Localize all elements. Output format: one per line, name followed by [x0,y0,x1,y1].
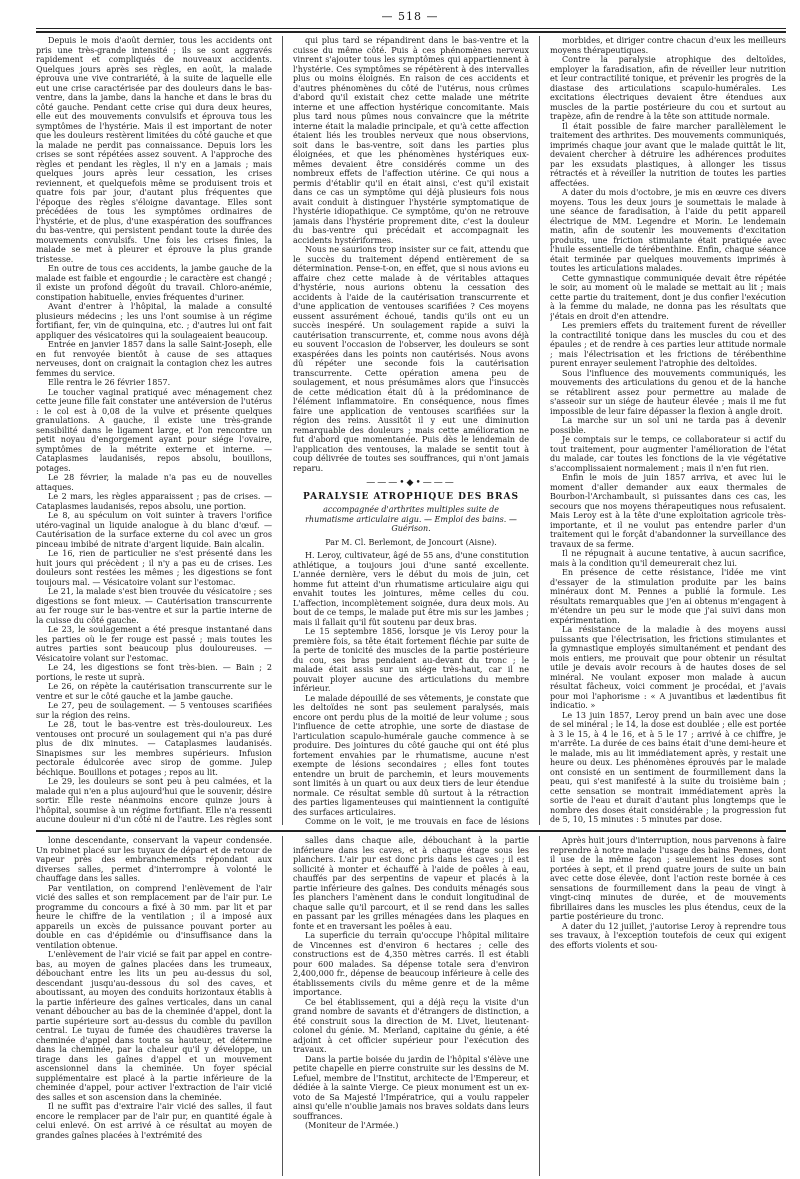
paragraph: Je comptais sur le temps, ce collaborateur si actif du tout traitement, pour augmenter l'amélioration de l'état du malade, car toutes les fonctions de la vie végétative s'accomplissaient normalement ; mais il n'en fut rien. [550,435,786,473]
upper-column-1 [36,36,272,825]
column-divider [282,836,283,1176]
paragraph: Les premiers effets du traitement furent de réveiller la contractilité tonique dans les muscles du cou et des épaules ; et de rendre à ces parties leur attitude normale ; mais l'électrisation et les frictions de térébenthine purent enrayer seulement l'atrophie des deltoïdes. [550,321,786,368]
paragraph [550,825,786,826]
paragraph: (Moniteur de l'Armée.) [305,1121,399,1130]
paragraph: Il ne suffit pas d'extraire l'air vicié des salles, il faut encore le remplacer par de l'air pur, en quantité égale à celui enlevé. On est arrivé à ce résultat au moyen de grandes gaînes placées à l'extrémité des [36,1102,272,1140]
header-rule-thick [36,31,786,33]
upper-section [36,36,786,825]
paragraph: Par ventilation, on comprend l'enlèvement de l'air vicié des salles et son remplacement par de l'air pur. Le programme du concours a fixé à 30 mm. par lit et par heure le chiffre de la ventilation ; il a imposé aux appareils un excès de puissance pouvant porter au double en cas d'épidémie ou d'insuffisance dans la ventilation obtenue. [36,883,272,950]
paragraph: Le 29, les douleurs se sont peu à peu calmées, et la malade qui n'en a plus aujourd'hui que le souvenir, désire sortir. Elle reste néanmoins encore quinze jours à l'hôpital, soumise à un régime fortifiant. Elle n'a ressenti aucune douleur ni d'un côté ni de l'autre. Les règles sont [36,777,272,824]
paragraph: Le toucher vaginal pratiqué avec ménagement chez cette jeune fille fait constater une antéversion de l'utérus : le col est à 0,08 de la vulve et présente quelques granulations. A gauche, il existe une très-grande sensibilité dans le ligament large, et l'on rencontre un petit noyau d'engorgement ayant pour siége l'ovaire, symptômes de la métrite externe et interne. — Cataplasmes laudanisés, repos absolu, bouillons, potages. [36,387,272,473]
paragraph: La résistance de la maladie à des moyens aussi puissants que l'électrisation, les frictions stimulantes et la gymnastique employés simultanément et pendant des mois entiers, me prouvait que pour obtenir un résultat utile je devais avoir recours à de hautes doses de sel minéral. Ne voulant exposer mon malade à aucun résultat fâcheux, voici comment je procédai, et j'avais pour moi l'aphorisme : « A juvantibus et lædentibus fit indicatio. » [550,625,786,710]
paragraph: qui plus tard se répandirent dans le bas-ventre et la cuisse du même côté. Puis à ces phénomènes nerveux vinrent s'ajouter tous les symptômes qui appartiennent à l'hystérie. Ces symptômes se répétèrent à des intervalles plus ou moins éloignés. En raison de ces accidents et d'autres phénomènes du côté de l'utérus, nous crûmes d'abord qu'il existait chez cette malade une métrite interne et une affection hystérique concomitante. Mais plus tard nous pûmes nous convaincre que la métrite interne était la maladie principale, et qu'à cette affection étaient liés les troubles nerveux que nous observions, soit dans le bas-ventre, soit dans les parties plus éloignées, et que les phénomènes hystériques eux-mêmes devaient être considérés comme un des nombreux effets de l'affection utérine. Ce qui nous a permis d'établir qu'il en était ainsi, c'est qu'il existait dans ce cas un symptôme qui déjà plusieurs fois nous avait conduit à distinguer l'hystérie symptomatique de l'hystérie idiopathique. Ce symptôme, qu'on ne retrouve jamais dans l'hystérie proprement dite, c'est la douleur du bas-ventre qui précédait et accompagnait les accidents hystériformes. [293,36,529,245]
article-title: PARALYSIE ATROPHIQUE DES BRAS [303,491,519,502]
paragraph: La marche sur un sol uni ne tarda pas à devenir possible. [550,416,786,435]
paragraph: L'enlèvement de l'air vicié se fait par appel en contre-bas, au moyen de gaînes placées dans les trumeaux, débouchant entre les lits un peu au-dessus du sol, descendant jusqu'au-dessous du sol des caves, et aboutissant, au moyen des conduits horizontaux établis à la partie inférieure des gaînes verticales, dans un canal venant déboucher au bas de la cheminée d'appel, dont la partie supérieure sort au-dessus du comble du pavillon central. Le tuyau de fumée des chaudières traverse la cheminée d'appel dans toute sa hauteur, et détermine dans la cheminée, par la chaleur qu'il y développe, un tirage dans les gaînes d'appel et un mouvement ascensionnel dans la cheminée. Un foyer spécial supplémentaire est placé à la partie inférieure de la cheminée d'appel, pour activer l'extraction de l'air vicié des salles et son ascension dans la cheminée. [36,950,272,1102]
paragraph: Le 28 février, la malade n'a pas eu de nouvelles attaques. [36,473,272,492]
paragraph: Elle rentra le 26 février 1857. [48,378,171,387]
paragraph: Dans la partie boisée du jardin de l'hôpital s'élève une petite chapelle en pierre construite sur les dessins de M. Lefuel, membre de l'Institut, architecte de l'Empereur, et dédiée à la sainte Vierge. Ce pieux monument est un ex-voto de Sa Majesté l'Impératrice, qui a voulu rappeler ainsi qu'elle n'oublie jamais nos braves soldats dans leurs souffrances. [293,1054,529,1121]
paragraph: Le 23, le soulagement a été presque instantané dans les parties où le fer rouge est passé ; mais toutes les autres parties sont beaucoup plus douloureuses. — Vésicatoire volant sur l'estomac. [36,625,272,663]
paragraph: Le 15 septembre 1856, lorsque je vis Leroy pour la première fois, sa tête était fortement fléchie par suite de la perte de tonicité des muscles de la partie postérieure du cou, ses bras pendaient au-devant du tronc ; le malade était assis sur un siége très-haut, car il ne pouvait ployer aucune des articulations du membre inférieur. [293,627,529,693]
lower-column-1 [36,836,272,1176]
paragraph: Nous ne saurions trop insister sur ce fait, attendu que le succès du traitement dépend entièrement de sa détermination. Pense-t-on, en effet, que si nous avions eu affaire chez cette malade à de véritables attaques d'hystérie, nous aurions obtenu la cessation des accidents à l'aide de la cautérisation transcurrente et d'une application de ventouses scarifiées ? Ces moyens eussent assurément échoué, tandis qu'ils ont eu un succès inespéré. Un soulagement rapide a suivi la cautérisation transcurrente, et, comme nous avons déjà eu souvent l'occasion de l'observer, les douleurs se sont exaspérées dans les points non cautérisés. Nous avons dû répéter une seconde fois la cautérisation transcurrente. Cette opération amena peu de soulagement, et nous présumâmes alors que l'insuccès de cette médication était dû à la prédominance de l'élément inflammatoire. En conséquence, nous fîmes faire une application de ventouses scarifiées sur la région des reins. Aussitôt il y eut une diminution remarquable des douleurs ; mais cette amélioration ne fut d'abord que momentanée. Puis dès le lendemain de l'application des ventouses, la malade se sentit tout à coup délivrée de toutes ses souffrances, qui n'ont jamais reparu. [293,245,529,473]
paragraph: Le 13 juin 1857, Leroy prend un bain avec une dose de sel minéral ; le 14, la dose est doublée ; elle est portée à 3 le 15, à 4 le 16, et à 5 le 17 ; arrivé à ce chiffre, je m'arrête. La durée de ces bains était d'une demi-heure et le malade, mis au lit immédiatement après, y restait une heure ou deux. Les phénomènes éprouvés par le malade ont consisté en un sentiment de fourmillement dans la peau, qui s'est manifesté à la suite du troisième bain ; cette sensation se montrait immédiatement après la sortie de l'eau et durait d'autant plus longtemps que le nombre des doses était considérable ; la progression fut de 5, 10, 15 minutes : 5 minutes par dose. [550,710,786,824]
paragraph: Il était possible de faire marcher parallèlement le traitement des arthrites. Des mouvements communiqués, imprimés chaque jour avant que le malade quittât le lit, devaient chercher à détruire les adhérences produites par les exsudats plastiques, à allonger les tissus rétractés et à réveiller la nutrition de toutes les parties affectées. [550,121,786,188]
paragraph: Le 24, les digestions se font très-bien. — Bain ; 2 portions, le reste ut suprà. [36,663,272,682]
paragraph: Le 8, au spéculum on voit suinter à travers l'orifice utéro-vaginal un liquide analogue à du blanc d'œuf. — Cautérisation de la surface externe du col avec un gros pinceau imbibé de nitrate d'argent liquide. Bain alcalin. [36,511,272,549]
paragraph: Le 27, peu de soulagement. — 5 ventouses scarifiées sur la région des reins. [36,701,272,720]
paragraph: En présence de cette résistance, l'idée me vint d'essayer de la stimulation produite par les bains minéraux dont M. Pennes a publié la formule. Les résultats remarquables que j'en ai obtenus m'engagent à m'étendre un peu sur le mode que j'ai suivi dans mon expérimentation. [550,568,786,625]
paragraph: Le 21, la malade s'est bien trouvée du vésicatoire ; ses digestions se font mieux. — Cautérisation transcurrente au fer rouge sur le bas-ventre et sur la partie interne de la cuisse du côté gauche. [36,587,272,625]
paragraph: Enfin le mois de juin 1857 arriva, et avec lui le moment d'aller demander aux eaux thermales de Bourbon-l'Archambault, si puissantes dans ces cas, les secours que nos moyens thérapeutiques nous refusaient. Mais Leroy est à la tête d'une exploitation agricole très-importante, et il ne voulut pas entendre parler d'un traitement qui le forçât d'abandonner la surveillance des travaux de sa ferme. [550,473,786,549]
column-2-article-body [293,551,529,825]
paragraph: Ce bel établissement, qui a déjà reçu la visite d'un grand nombre de savants et d'étrangers de distinction, a été construit sous la direction de M. Livet, lieutenant-colonel du génie. M. Merland, capitaine du génie, a été adjoint à cet officier supérieur pour l'exécution des travaux. [293,997,529,1054]
paragraph: En outre de tous ces accidents, la jambe gauche de la malade est faible et engourdie ; le caractère est changé ; il existe un profond dégoût du travail. Chloro-anémie, constipation habituelle, envies fréquentes d'uriner. [36,264,272,302]
article-separator: ———•◆•——— [366,478,456,488]
paragraph: Il ne répugnait à aucune tentative, à aucun sacrifice, mais à la condition qu'il demeurerait chez lui. [550,549,786,568]
paragraph: Cette gymnastique communiquée devait être répétée le soir, au moment où le malade se mettait au lit ; mais cette partie du traitement, dont je dus confier l'exécution à la femme du malade, ne donna pas les résultats que j'étais en droit d'en attendre. [550,273,786,321]
paragraph: Entrée en janvier 1857 dans la salle Saint-Joseph, elle en fut renvoyée bientôt à cause de ses attaques nerveuses, dont on craignait la contagion chez les autres femmes du service. [36,340,272,378]
paragraph: A dater du 12 juillet, j'autorise Leroy à reprendre tous ses travaux, à l'exception toutefois de ceux qui exigent des efforts violents et sou- [550,921,786,950]
paragraph: Avant d'entrer à l'hôpital, la malade a consulté plusieurs médecins ; les uns l'ont soumise à un régime fortifiant, fer, vin de quinquina, etc. ; d'autres lui ont fait appliquer des vésicatoires qui la soulageaient beaucoup. [36,302,272,340]
paragraph: Sous l'influence des mouvements communiqués, les mouvements des articulations du genou et de la hanche se rétablirent assez pour permettre au malade de s'asseoir sur un siége de hauteur élevée ; mais il me fut impossible de leur faire dépasser la flexion à angle droit. [550,368,786,416]
paragraph: lonne descendante, conservant la vapeur condensée. Un robinet placé sur les tuyaux de départ et de retour de vapeur près des embranchements répondant aux diverses salles, permet d'interrompre à volonté le chauffage dans les salles. [36,836,272,883]
column-divider [282,36,283,825]
article-author: Par M. Cl. Berlemont, de Joncourt (Aisne). [325,537,497,547]
lower-section [36,836,786,1176]
section-rule [36,830,786,832]
paragraph: Après huit jours d'interruption, nous parvenons à faire reprendre à notre malade l'usage des bains Pennes, dont il use de la même façon ; seulement les doses sont portées à sept, et il prend quatre jours de suite un bain avec cette dose élevée, dont l'action reste bornée à ces sensations de fourmillement dans la peau de vingt à vingt-cinq minutes de durée, et de mouvements fibrillaires dans les muscles les plus étendus, ceux de la partie postérieure du tronc. [550,836,786,921]
upper-column-3 [550,36,786,825]
paragraph: Le 26, on répète la cautérisation transcurrente sur le ventre et sur le côté gauche et la jambe gauche. [36,682,272,701]
column-divider [539,836,540,1176]
header-rule [36,28,786,29]
paragraph: morbides, et diriger contre chacun d'eux les meilleurs moyens thérapeutiques. [550,36,786,55]
column-divider [539,36,540,825]
page-number: — 518 — [381,10,439,23]
upper-column-2 [293,36,529,825]
paragraph: La superficie du terrain qu'occupe l'hôpital militaire de Vincennes est d'environ 6 hectares ; celle des constructions est de 4,350 mètres carrés. Il est établi pour 600 malades. Sa dépense totale sera d'environ 2,400,000 fr., dépense de beaucoup inférieure à celle des établissements civils du même genre et de la même importance. [293,931,529,997]
paragraph: Le 28, tout le bas-ventre est très-douloureux. Les ventouses ont procuré un soulagement qui n'a pas duré plus de dix minutes. — Cataplasmes laudanisés. Sinapismes sur les membres supérieurs. Infusion pectorale édulcorée avec sirop de gomme. Julep béchique. Bouillons et potages ; repos au lit. [36,720,272,777]
paragraph: H. Leroy, cultivateur, âgé de 55 ans, d'une constitution athlétique, a toujours joui d'une santé excellente. L'année dernière, vers le début du mois de juin, cet homme fut atteint d'un rhumatisme articulaire aigu qui envahit toutes les jointures, même celles du cou. L'affection, incomplètement soignée, dura deux mois. Au bout de ce temps, le malade put être mis sur les jambes ; mais il fallait qu'il fût soutenu par deux bras. [293,551,529,627]
article-subtitle: accompagnée d'arthrites multiples suite de rhumatisme articulaire aigu. — Emploi des bains. — Guérison. [305,505,517,533]
column-2-text-before-article [293,36,529,473]
paragraph: Comme on le voit, je me trouvais en face de lésions [305,817,529,825]
paragraph: Le 2 mars, les règles apparaissent ; pas de crises. — Cataplasmes laudanisés, repos absolu, une portion. [36,492,272,511]
paragraph: Contre la paralysie atrophique des deltoïdes, employer la faradisation, afin de réveiller leur nutrition et leur contractilité tonique, et prévenir les progrès de la diastase des articulations scapulo-humérales. Les excitations électriques devaient être étendues aux muscles de la partie postérieure du cou et surtout au trapèze, afin de rendre à la tête son attitude normale. [550,55,786,121]
paragraph: salles dans chaque aile, débouchant à la partie inférieure dans les caves, et à chaque étage sous les planchers. L'air pur est donc pris dans les caves ; il est sollicité à monter et échauffé à l'aide de poêles à eau, chauffés par des serpentins de vapeur et placés à la partie inférieure des gaînes. Des conduits ménagés sous les planchers l'amènent dans le conduit longitudinal de chaque salle qu'il parcourt, et il se rend dans les salles en passant par les grilles ménagées dans les plaques en fonte et en traversant les poêles à eau. [293,836,529,931]
paragraph: Le malade dépouillé de ses vêtements, je constate que les deltoïdes ne sont pas seulement paralysés, mais encore ont perdu plus de la moitié de leur volume ; sous l'influence de cette atrophie, une sorte de diastase de l'articulation scapulo-humérale gauche commence à se produire. Des jointures du côté gauche qui ont été plus fortement envahies par le rhumatisme, aucune n'est exempte de lésions secondaires ; elles font toutes entendre un bruit de parchemin, et leurs mouvements sont limités à un quart ou aux deux tiers de leur étendue normale. Ce résultat semble dû surtout à la rétraction des parties ligamenteuses qui maintiennent la contiguïté des surfaces articulaires. [293,693,529,817]
paragraph: A dater du mois d'octobre, je mis en œuvre ces divers moyens. Tous les deux jours je soumettais le malade à une séance de faradisation, à l'aide du petit appareil électrique de MM. Legendre et Morin. Le lendemain matin, afin de soutenir les mouvements d'excitation produits, une friction stimulante était pratiquée avec l'huile essentielle de térébenthine. Enfin, chaque séance était terminée par quelques mouvements imprimés à toutes les articulations malades. [550,188,786,273]
lower-column-3 [550,836,786,1176]
paragraph: Depuis le mois d'août dernier, tous les accidents ont pris une très-grande intensité ; ils se sont aggravés rapidement et compliqués de nouveaux accidents. Quelques jours après ses règles, en août, la malade éprouva une vive contrariété, à la suite de laquelle elle eut une crise caractérisée par des douleurs dans le bas-ventre, dans la jambe, dans la hanche et dans le bras du côté gauche. Pendant cette crise qui dura deux heures, elle eut des mouvements convulsifs et éprouva tous les symptômes de l'hystérie. Mais il est important de noter que les douleurs restèrent limitées du côté gauche et que la malade ne perdit pas connaissance. Depuis lors les crises se sont répétées assez souvent. A l'approche des règles et pendant les règles, il n'y en a jamais ; mais quelques jours après leur cessation, les crises reviennent, et quelquefois même se produisent trois et quatre fois par jour, d'autant plus fréquentes que l'époque des règles s'éloigne davantage. Elles sont précédées de tous les symptômes ordinaires de l'hystérie, et de plus, d'une exaspération des souffrances du bas-ventre, qui persistent pendant toute la durée des mouvements convulsifs. Une fois les crises finies, la malade se met à pleurer et éprouve la plus grande tristesse. [36,36,272,264]
paragraph: Le 16, rien de particulier ne s'est présenté dans les huit jours qui précèdent ; il n'y a pas eu de crises. Les douleurs sont restées les mêmes ; les digestions se font toujours mal. — Vésicatoire volant sur l'estomac. [36,549,272,587]
lower-column-2 [293,836,529,1176]
